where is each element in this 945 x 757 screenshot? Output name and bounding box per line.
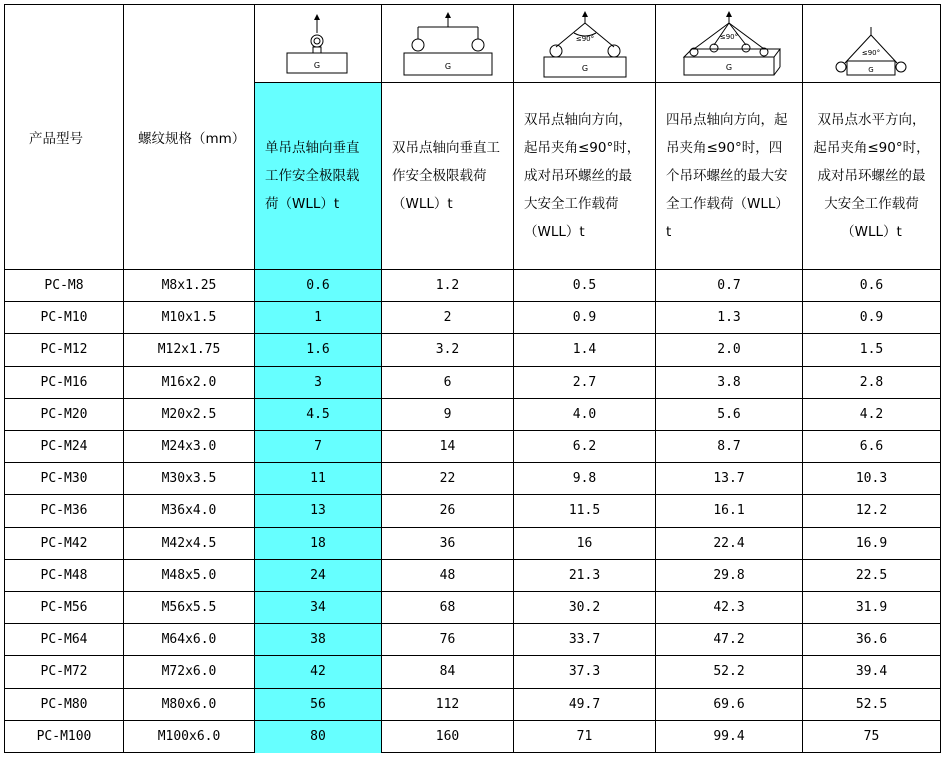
cell-single-vertical: 80 <box>255 721 382 753</box>
cell-single-vertical: 13 <box>255 495 382 527</box>
cell-double-horizontal: 4.2 <box>803 399 940 431</box>
cell-double-angle: 0.5 <box>514 270 656 302</box>
cell-thread: M56x5.5 <box>124 592 255 624</box>
cell-double-horizontal: 0.6 <box>803 270 940 302</box>
cell-thread: M42x4.5 <box>124 528 255 560</box>
cell-model: PC-M20 <box>5 399 124 431</box>
cell-model: PC-M16 <box>5 367 124 399</box>
cell-four-angle: 99.4 <box>656 721 803 753</box>
svg-text:G: G <box>725 62 733 72</box>
thread-spec-label: 螺纹规格（mm） <box>138 131 246 147</box>
cell-single-vertical: 42 <box>255 656 382 688</box>
cell-model: PC-M64 <box>5 624 124 656</box>
double-angle-lift-icon <box>514 5 655 83</box>
cell-double-angle: 71 <box>514 721 656 753</box>
product-model-label: 产品型号 <box>29 131 83 147</box>
cell-double-vertical: 76 <box>382 624 514 656</box>
cell-double-vertical: 22 <box>382 463 514 495</box>
cell-model: PC-M10 <box>5 302 124 334</box>
cell-four-angle: 5.6 <box>656 399 803 431</box>
cell-thread: M12x1.75 <box>124 334 255 366</box>
cell-single-vertical: 0.6 <box>255 270 382 302</box>
cell-single-vertical: 3 <box>255 367 382 399</box>
four-angle-label: 四吊点轴向方向，起吊夹角≤90°时，四个吊环螺丝的最大安全工作载荷（WLL）t <box>666 112 789 240</box>
cell-single-vertical: 1 <box>255 302 382 334</box>
cell-four-angle: 8.7 <box>656 431 803 463</box>
cell-thread: M80x6.0 <box>124 689 255 721</box>
cell-double-angle: 11.5 <box>514 495 656 527</box>
cell-four-angle: 16.1 <box>656 495 803 527</box>
cell-double-horizontal: 31.9 <box>803 592 940 624</box>
header-single-vertical <box>255 83 382 270</box>
svg-text:G: G <box>581 63 589 73</box>
cell-double-vertical: 48 <box>382 560 514 592</box>
cell-double-vertical: 14 <box>382 431 514 463</box>
cell-double-angle: 4.0 <box>514 399 656 431</box>
single-point-lift-icon <box>255 5 381 83</box>
cell-model: PC-M8 <box>5 270 124 302</box>
svg-text:≤90°: ≤90° <box>719 32 739 41</box>
cell-double-angle: 37.3 <box>514 656 656 688</box>
cell-double-angle: 9.8 <box>514 463 656 495</box>
cell-double-angle: 30.2 <box>514 592 656 624</box>
cell-model: PC-M24 <box>5 431 124 463</box>
cell-thread: M10x1.5 <box>124 302 255 334</box>
cell-double-vertical: 1.2 <box>382 270 514 302</box>
cell-thread: M64x6.0 <box>124 624 255 656</box>
cell-double-horizontal: 36.6 <box>803 624 940 656</box>
cell-double-angle: 33.7 <box>514 624 656 656</box>
diagram-four-angle <box>656 5 803 83</box>
cell-double-horizontal: 6.6 <box>803 431 940 463</box>
cell-four-angle: 22.4 <box>656 528 803 560</box>
cell-double-vertical: 112 <box>382 689 514 721</box>
cell-single-vertical: 18 <box>255 528 382 560</box>
cell-double-vertical: 9 <box>382 399 514 431</box>
cell-double-angle: 6.2 <box>514 431 656 463</box>
cell-model: PC-M72 <box>5 656 124 688</box>
cell-double-angle: 16 <box>514 528 656 560</box>
cell-double-vertical: 68 <box>382 592 514 624</box>
cell-model: PC-M80 <box>5 689 124 721</box>
cell-double-angle: 1.4 <box>514 334 656 366</box>
cell-double-vertical: 84 <box>382 656 514 688</box>
cell-four-angle: 1.3 <box>656 302 803 334</box>
cell-four-angle: 2.0 <box>656 334 803 366</box>
cell-single-vertical: 34 <box>255 592 382 624</box>
cell-double-horizontal: 1.5 <box>803 334 940 366</box>
cell-double-horizontal: 0.9 <box>803 302 940 334</box>
svg-text:≤90°: ≤90° <box>575 34 595 43</box>
cell-model: PC-M56 <box>5 592 124 624</box>
cell-double-vertical: 160 <box>382 721 514 753</box>
four-point-lift-icon <box>656 5 802 83</box>
cell-single-vertical: 1.6 <box>255 334 382 366</box>
horizontal-lift-icon <box>803 5 940 83</box>
cell-single-vertical: 24 <box>255 560 382 592</box>
cell-four-angle: 42.3 <box>656 592 803 624</box>
cell-single-vertical: 56 <box>255 689 382 721</box>
cell-thread: M8x1.25 <box>124 270 255 302</box>
cell-four-angle: 52.2 <box>656 656 803 688</box>
cell-double-angle: 0.9 <box>514 302 656 334</box>
double-point-lift-icon <box>382 5 513 83</box>
header-four-angle <box>656 83 803 270</box>
cell-double-vertical: 36 <box>382 528 514 560</box>
cell-double-horizontal: 10.3 <box>803 463 940 495</box>
cell-thread: M72x6.0 <box>124 656 255 688</box>
cell-model: PC-M48 <box>5 560 124 592</box>
header-double-vertical <box>382 83 514 270</box>
cell-four-angle: 3.8 <box>656 367 803 399</box>
svg-text:G: G <box>444 61 452 71</box>
cell-thread: M20x2.5 <box>124 399 255 431</box>
header-double-horizontal <box>803 83 940 270</box>
diagram-double-angle <box>514 5 656 83</box>
cell-double-horizontal: 16.9 <box>803 528 940 560</box>
svg-text:G: G <box>313 60 321 70</box>
cell-thread: M24x3.0 <box>124 431 255 463</box>
cell-double-horizontal: 2.8 <box>803 367 940 399</box>
single-vertical-label: 单吊点轴向垂直工作安全极限载荷（WLL）t <box>265 140 360 212</box>
cell-four-angle: 0.7 <box>656 270 803 302</box>
cell-single-vertical: 4.5 <box>255 399 382 431</box>
diagram-double-horizontal <box>803 5 940 83</box>
cell-thread: M16x2.0 <box>124 367 255 399</box>
double-horizontal-label: 双吊点水平方向，起吊夹角≤90°时，成对吊环螺丝的最大安全工作载荷（WLL）t <box>813 112 930 240</box>
header-product-model <box>5 5 124 270</box>
cell-double-angle: 21.3 <box>514 560 656 592</box>
diagram-single-vertical <box>255 5 382 83</box>
cell-thread: M30x3.5 <box>124 463 255 495</box>
double-vertical-label: 双吊点轴向垂直工作安全极限载荷（WLL）t <box>392 140 500 212</box>
cell-model: PC-M100 <box>5 721 124 753</box>
cell-double-vertical: 26 <box>382 495 514 527</box>
cell-single-vertical: 38 <box>255 624 382 656</box>
cell-double-angle: 49.7 <box>514 689 656 721</box>
cell-four-angle: 29.8 <box>656 560 803 592</box>
cell-model: PC-M12 <box>5 334 124 366</box>
load-table <box>4 4 941 753</box>
double-angle-label: 双吊点轴向方向，起吊夹角≤90°时，成对吊环螺丝的最大安全工作载荷（WLL）t <box>524 112 641 240</box>
cell-double-vertical: 2 <box>382 302 514 334</box>
header-double-angle <box>514 83 656 270</box>
cell-single-vertical: 11 <box>255 463 382 495</box>
cell-double-horizontal: 22.5 <box>803 560 940 592</box>
cell-double-horizontal: 12.2 <box>803 495 940 527</box>
cell-model: PC-M42 <box>5 528 124 560</box>
cell-four-angle: 69.6 <box>656 689 803 721</box>
cell-model: PC-M30 <box>5 463 124 495</box>
svg-text:G: G <box>868 65 874 74</box>
cell-four-angle: 47.2 <box>656 624 803 656</box>
cell-double-horizontal: 75 <box>863 729 880 745</box>
cell-double-horizontal: 39.4 <box>803 656 940 688</box>
cell-double-horizontal: 52.5 <box>803 689 940 721</box>
cell-thread: M48x5.0 <box>124 560 255 592</box>
cell-single-vertical: 7 <box>255 431 382 463</box>
cell-four-angle: 13.7 <box>656 463 803 495</box>
header-thread-spec <box>124 5 255 270</box>
cell-thread: M36x4.0 <box>124 495 255 527</box>
svg-text:≤90°: ≤90° <box>861 48 881 57</box>
cell-model: PC-M36 <box>5 495 124 527</box>
diagram-double-vertical <box>382 5 514 83</box>
cell-double-angle: 2.7 <box>514 367 656 399</box>
cell-double-vertical: 3.2 <box>382 334 514 366</box>
cell-thread: M100x6.0 <box>124 721 255 753</box>
cell-double-vertical: 6 <box>382 367 514 399</box>
